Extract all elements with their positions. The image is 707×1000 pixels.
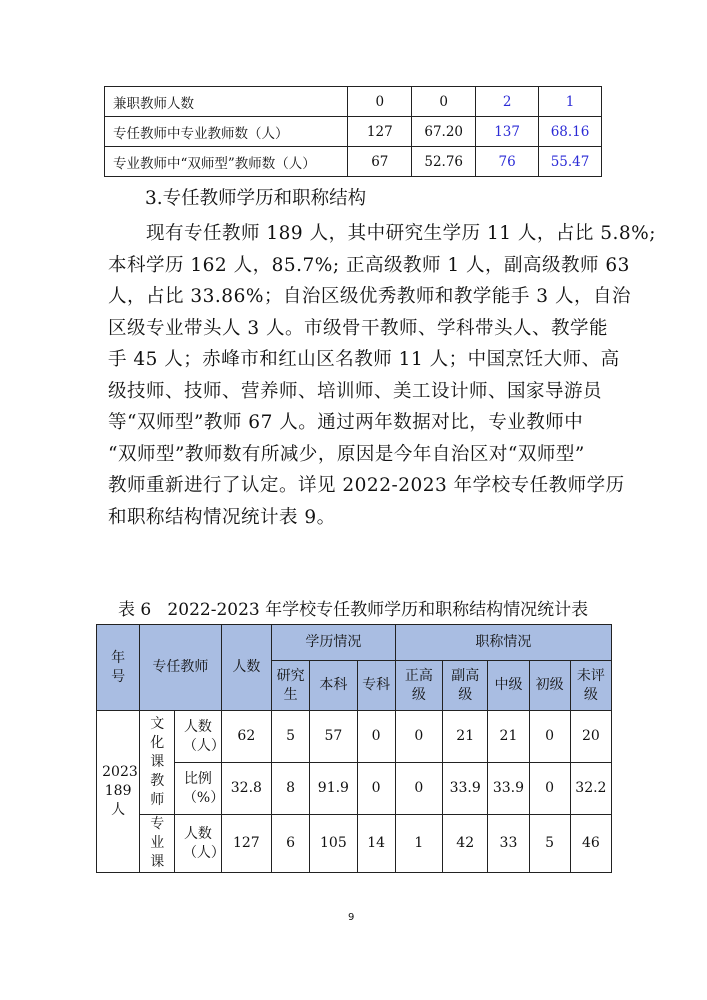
row-label: 专任教师中专业教师数（人） [105,117,348,147]
header-row [97,625,612,661]
table-cell: 0 [412,87,476,117]
table-cell: 5 [272,711,310,763]
table-cell: 127 [221,815,271,873]
table-cell: 8 [272,763,310,815]
culture-label: 文化课教师 [140,711,175,815]
table-row [105,87,602,117]
table-cell: 127 [348,117,412,147]
table-cell: 137 [476,117,539,147]
table-cell: 0 [395,711,442,763]
col-header: 本科 [310,661,357,711]
teacher-structure-table [96,624,612,873]
paragraph-line: 现有专任教师 189 人，其中研究生学历 11 人，占比 5.8%; [146,223,656,244]
table-cell: 33.9 [488,763,529,815]
table-cell: 52.76 [412,147,476,177]
table-cell: 32.8 [221,763,271,815]
paragraph-line: 和职称结构情况统计表 9。 [108,506,336,528]
table-cell: 68.16 [539,117,602,147]
metric-label: 人数（人） [175,711,221,763]
table-cell: 42 [443,815,488,873]
table-cell: 46 [570,815,611,873]
table-cell: 6 [272,815,310,873]
body-paragraph [108,218,656,533]
table-row [105,147,602,177]
table-cell: 0 [357,763,395,815]
col-header: 专科 [357,661,395,711]
teacher-header: 专任教师 [140,625,221,711]
table-cell: 14 [357,815,395,873]
table-cell: 67 [348,147,412,177]
table-cell: 0 [529,763,570,815]
paragraph-line: 手 45 人；赤峰市和红山区名教师 11 人；中国烹饪大师、高 [108,349,620,370]
table-row [97,711,612,763]
col-header: 中级 [488,661,529,711]
table-cell: 76 [476,147,539,177]
table-cell: 62 [221,711,271,763]
table-cell: 105 [310,815,357,873]
paragraph-line: “双师型”教师数有所减少，原因是今年自治区对“双师型” [108,443,585,465]
table-cell: 91.9 [310,763,357,815]
year-cell: 2023 189 人 [97,711,140,873]
table-cell: 2 [476,87,539,117]
table-cell: 20 [570,711,611,763]
metric-label: 人数（人） [175,815,221,873]
table-cell: 1 [395,815,442,873]
table-cell: 0 [529,711,570,763]
teacher-summary-table [104,86,602,177]
count-header: 人数 [221,625,271,711]
col-header: 初级 [529,661,570,711]
page-number: 9 [348,912,355,923]
metric-label: 比例（%） [175,763,221,815]
table-cell: 5 [529,815,570,873]
table-cell: 33.9 [443,763,488,815]
row-label: 专业教师中“双师型”教师数（人） [105,147,348,177]
paragraph-line: 本科学历 162 人，85.7%; 正高级教师 1 人，副高级教师 63 [108,254,630,276]
col-header: 研究生 [272,661,310,711]
major-label: 专业课 [140,815,175,873]
table-cell: 0 [357,711,395,763]
year-header: 年号 [97,625,140,711]
paragraph-line: 人，占比 33.86%；自治区级优秀教师和教学能手 3 人，自治 [108,286,631,307]
table-cell: 21 [443,711,488,763]
col-header: 副高级 [443,661,488,711]
table-cell: 55.47 [539,147,602,177]
table-row [97,815,612,873]
row-label: 兼职教师人数 [105,87,348,117]
table-caption: 表 6 2022-2023 年学校专任教师学历和职称结构情况统计表 [118,600,589,620]
paragraph-line: 级技师、技师、营养师、培训师、美工设计师、国家导游员 [108,380,603,402]
section-heading: 3.专任教师学历和职称结构 [145,188,367,209]
table-cell: 21 [488,711,529,763]
title-header: 职称情况 [395,625,611,661]
table-cell: 0 [395,763,442,815]
col-header: 正高级 [395,661,442,711]
table-cell: 32.2 [570,763,611,815]
education-header: 学历情况 [272,625,396,661]
table-cell: 57 [310,711,357,763]
paragraph-line: 区级专业带头人 3 人。市级骨干教师、学科带头人、教学能 [108,317,609,339]
table-row [105,117,602,147]
table-cell: 33 [488,815,529,873]
table-cell: 67.20 [412,117,476,147]
paragraph-line: 等“双师型”教师 67 人。通过两年数据对比，专业教师中 [108,412,584,433]
paragraph-line: 教师重新进行了认定。详见 2022-2023 年学校专任教师学历 [108,475,625,496]
table-cell: 1 [539,87,602,117]
col-header: 未评级 [570,661,611,711]
table-cell: 0 [348,87,412,117]
